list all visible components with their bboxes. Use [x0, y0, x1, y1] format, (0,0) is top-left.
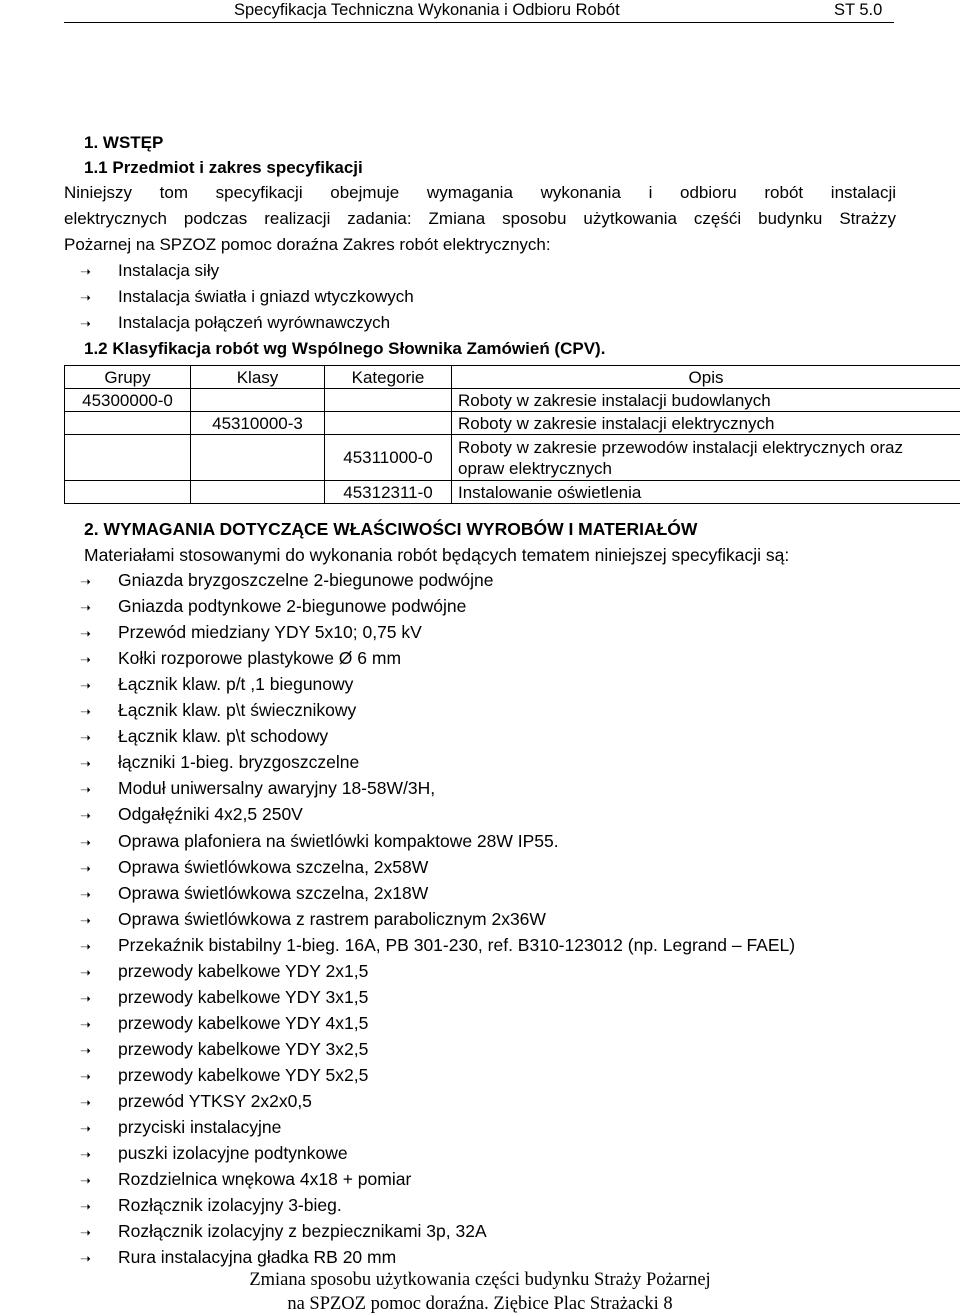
list-item [80, 932, 795, 958]
arrow-bullet-icon: ➝ [80, 1226, 91, 1242]
table-row [65, 481, 960, 504]
cpv-cell-group [65, 435, 191, 481]
list-item-text: Odgałęźniki 4x2,5 250V [118, 804, 303, 825]
list-item [80, 619, 422, 645]
document-title: Specyfikacja Techniczna Wykonania i Odbioru Robót [234, 1, 620, 19]
cpv-header-categories: Kategorie [325, 366, 452, 389]
list-item [80, 258, 219, 284]
materials-intro: Materiałami stosowanymi do wykonania robót będących tematem niniejszej specyfikacji są: [84, 545, 790, 565]
list-item [80, 1166, 411, 1192]
scope-paragraph-line: elektrycznych podczas realizacji zadania: Zmiana sposobu użytkowania częśći budynku Strażzy [64, 209, 896, 228]
arrow-bullet-icon: ➝ [80, 1069, 91, 1085]
list-item [80, 1140, 348, 1166]
list-item [80, 567, 494, 593]
list-item [80, 1192, 342, 1218]
arrow-bullet-icon: ➝ [80, 913, 91, 929]
arrow-bullet-icon: ➝ [80, 705, 91, 721]
arrow-bullet-icon: ➝ [80, 679, 91, 695]
list-item-text: przewody kabelkowe YDY 3x2,5 [118, 1038, 369, 1059]
page-header [0, 0, 960, 24]
header-rule [64, 22, 894, 23]
arrow-bullet-icon: ➝ [80, 965, 91, 981]
list-item [80, 593, 466, 619]
arrow-bullet-icon: ➝ [80, 1252, 91, 1268]
cpv-cell-description: Roboty w zakresie instalacji budowlanych [452, 389, 960, 412]
list-item [80, 671, 353, 697]
list-item [80, 697, 356, 723]
list-item-text: Gniazda podtynkowe 2-biegunowe podwójne [118, 596, 467, 617]
cpv-header-row [65, 366, 960, 389]
list-item-text: Rozłącznik izolacyjny 3-bieg. [118, 1195, 342, 1216]
footer-line-2: na SPZOZ pomoc doraźna. Ziębice Plac Strażacki 8 [287, 1294, 673, 1314]
list-item-text: Oprawa świetlówkowa szczelna, 2x18W [118, 882, 429, 903]
arrow-bullet-icon: ➝ [80, 1148, 91, 1164]
arrow-bullet-icon: ➝ [80, 653, 91, 669]
section-1-1-heading: 1.1 Przedmiot i zakres specyfikacji [84, 158, 363, 177]
list-item-text: Łącznik klaw. p\t świecznikowy [118, 700, 357, 721]
section-1-heading: 1. WSTĘP [84, 133, 164, 152]
list-item [80, 1036, 368, 1062]
table-row [65, 435, 960, 481]
list-item [80, 1062, 368, 1088]
cpv-cell-category: 45311000-0 [325, 435, 452, 481]
arrow-bullet-icon: ➝ [80, 861, 91, 877]
scope-paragraph [64, 180, 896, 258]
list-item [80, 958, 368, 984]
arrow-bullet-icon: ➝ [80, 291, 91, 306]
arrow-bullet-icon: ➝ [80, 575, 91, 590]
arrow-bullet-icon: ➝ [80, 1174, 91, 1190]
list-item-text: Przewód miedziany YDY 5x10; 0,75 kV [118, 622, 422, 643]
cpv-cell-group [65, 412, 191, 435]
list-item [80, 1088, 312, 1114]
list-item-text: Przekaźnik bistabilny 1-bieg. 16A, PB 301-230, ref. B310-123012 (np. Legrand – FAEL) [118, 934, 796, 955]
arrow-bullet-icon: ➝ [80, 1122, 91, 1138]
list-item-text: przewody kabelkowe YDY 5x2,5 [118, 1064, 369, 1085]
list-item-text: puszki izolacyjne podtynkowe [118, 1143, 348, 1164]
arrow-bullet-icon: ➝ [80, 783, 91, 799]
list-item-text: przewody kabelkowe YDY 3x1,5 [118, 986, 369, 1007]
arrow-bullet-icon: ➝ [80, 835, 91, 851]
list-item [80, 723, 328, 749]
list-item-text: Instalacja połączeń wyrównawczych [118, 313, 391, 332]
list-item-text: przewód YTKSY 2x2x0,5 [118, 1091, 312, 1111]
list-item-text: Kołki rozporowe plastykowe Ø 6 mm [118, 648, 402, 669]
list-item [80, 801, 303, 827]
section-2-heading: 2. WYMAGANIA DOTYCZĄCE WŁAŚCIWOŚCI WYROBÓW I MATERIAŁÓW [84, 519, 698, 539]
arrow-bullet-icon: ➝ [80, 991, 91, 1007]
cpv-cell-group: 45300000-0 [65, 389, 191, 412]
list-item-text: Oprawa świetlówkowa szczelna, 2x58W [118, 856, 429, 877]
footer-line-1: Zmiana sposobu użytkowania części budynku Straży Pożarnej [249, 1270, 711, 1290]
list-item [80, 775, 435, 801]
list-item-text: Rozłącznik izolacyjny z bezpiecznikami 3p, 32A [118, 1221, 487, 1242]
cpv-cell-class [191, 389, 325, 412]
list-item [80, 284, 414, 310]
page-footer [0, 1268, 960, 1316]
list-item-text: Gniazda bryzgoszczelne 2-biegunowe podwójne [118, 570, 494, 590]
list-item-text: Łącznik klaw. p/t ,1 biegunowy [118, 674, 354, 695]
list-item-text: przewody kabelkowe YDY 4x1,5 [118, 1012, 369, 1033]
cpv-cell-group [65, 481, 191, 504]
arrow-bullet-icon: ➝ [80, 757, 91, 773]
arrow-bullet-icon: ➝ [80, 1017, 91, 1033]
arrow-bullet-icon: ➝ [80, 1043, 91, 1059]
list-item [80, 854, 428, 880]
section-1-2-heading: 1.2 Klasyfikacja robót wg Wspólnego Słownika Zamówień (CPV). [84, 339, 606, 358]
list-item [80, 880, 428, 906]
cpv-table [64, 365, 960, 504]
scope-paragraph-line: Niniejszy tom specyfikacji obejmuje wymagania wykonania i odbioru robót instalacji [64, 183, 896, 202]
cpv-header-classes: Klasy [191, 366, 325, 389]
list-item-text: Rura instalacyjna gładka RB 20 mm [118, 1247, 397, 1268]
table-row [65, 412, 960, 435]
arrow-bullet-icon: ➝ [80, 887, 91, 903]
cpv-cell-class: 45310000-3 [191, 412, 325, 435]
list-item [80, 984, 368, 1010]
cpv-cell-description: Roboty w zakresie instalacji elektrycznych [452, 412, 960, 435]
arrow-bullet-icon: ➝ [80, 1096, 91, 1111]
cpv-cell-category: 45312311-0 [325, 481, 452, 504]
list-item-text: Moduł uniwersalny awaryjny 18-58W/3H, [118, 778, 436, 799]
arrow-bullet-icon: ➝ [80, 939, 91, 955]
cpv-cell-description: Roboty w zakresie przewodów instalacji elektrycznych oraz opraw elektrycznych [452, 435, 960, 481]
arrow-bullet-icon: ➝ [80, 317, 91, 332]
arrow-bullet-icon: ➝ [80, 731, 91, 747]
arrow-bullet-icon: ➝ [80, 601, 91, 617]
list-item [80, 1114, 281, 1140]
list-item-text: Łącznik klaw. p\t schodowy [118, 726, 329, 747]
cpv-cell-class [191, 481, 325, 504]
list-item-text: przyciski instalacyjne [118, 1117, 282, 1138]
table-row [65, 389, 960, 412]
list-item-text: Instalacja światła i gniazd wtyczkowych [118, 287, 414, 306]
list-item [80, 1244, 396, 1270]
list-item [80, 749, 359, 775]
spec-code: ST 5.0 [834, 1, 883, 19]
list-item-text: Oprawa plafoniera na świetlówki kompaktowe 28W IP55. [118, 830, 559, 851]
cpv-cell-category [325, 412, 452, 435]
cpv-header-description: Opis [452, 366, 960, 389]
list-item [80, 1010, 368, 1036]
list-item-text: Oprawa świetlówkowa z rastrem parabolicznym 2x36W [118, 908, 546, 929]
list-item-text: Instalacja siły [118, 261, 220, 280]
cpv-cell-description: Instalowanie oświetlenia [452, 481, 960, 504]
arrow-bullet-icon: ➝ [80, 265, 91, 280]
scope-paragraph-line: Pożarnej na SPZOZ pomoc doraźna Zakres robót elektrycznych: [64, 235, 551, 254]
list-item [80, 828, 559, 854]
list-item [80, 1218, 487, 1244]
list-item [80, 906, 546, 932]
arrow-bullet-icon: ➝ [80, 1200, 91, 1216]
list-item-text: łączniki 1-bieg. bryzgoszczelne [118, 752, 360, 773]
cpv-header-groups: Grupy [65, 366, 191, 389]
list-item-text: Rozdzielnica wnękowa 4x18 + pomiar [118, 1169, 412, 1190]
list-item [80, 645, 401, 671]
arrow-bullet-icon: ➝ [80, 627, 91, 643]
list-item [80, 310, 390, 336]
cpv-cell-category [325, 389, 452, 412]
arrow-bullet-icon: ➝ [80, 809, 91, 825]
cpv-cell-class [191, 435, 325, 481]
list-item-text: przewody kabelkowe YDY 2x1,5 [118, 960, 369, 981]
